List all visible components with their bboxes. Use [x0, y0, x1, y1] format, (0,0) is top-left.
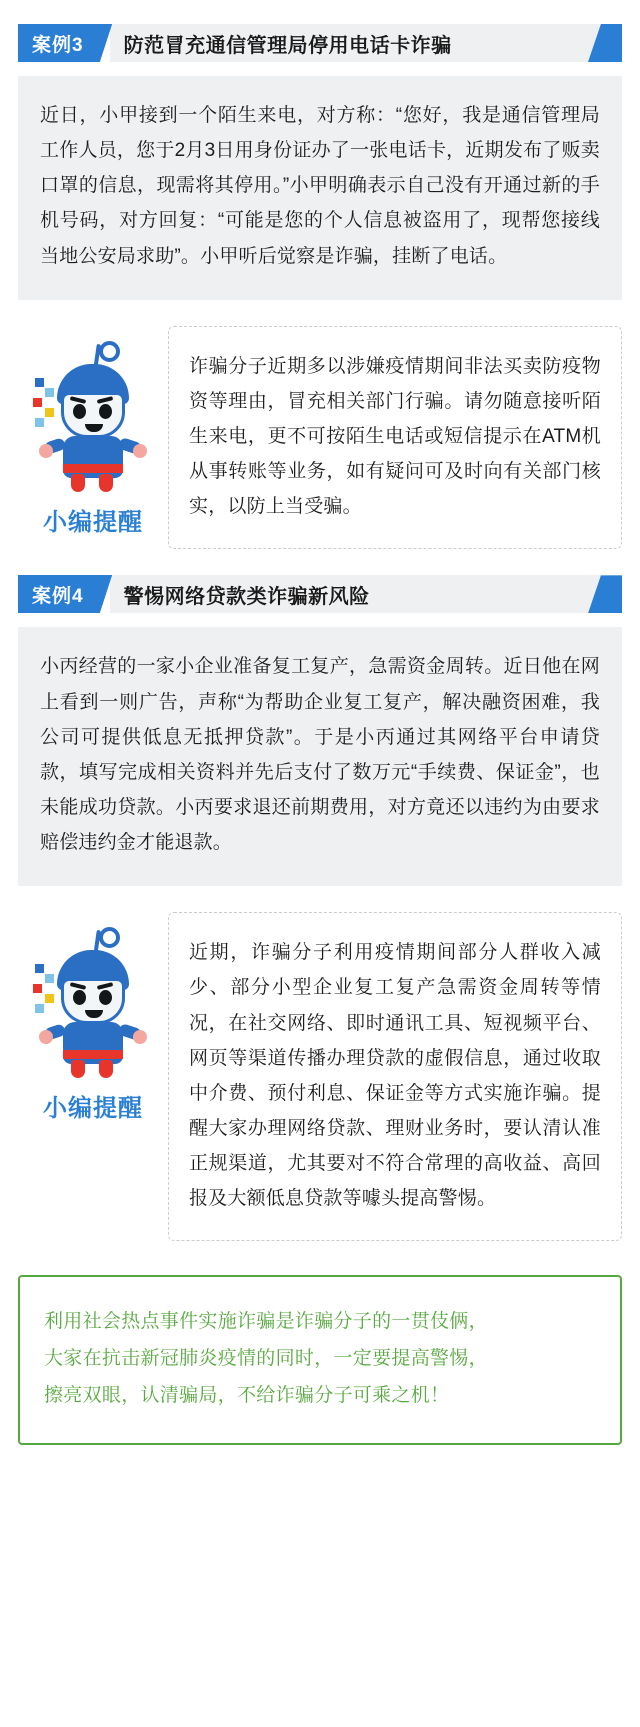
mascot-antenna-ball-icon: [99, 341, 120, 362]
footer-note-line-2: 大家在抗击新冠肺炎疫情的同时，一定要提高警惕，: [44, 1348, 488, 1370]
mascot-hand-icon: [133, 444, 147, 458]
mascot-antenna-ball-icon: [99, 927, 120, 948]
mascot-hand-icon: [39, 1030, 53, 1044]
footer-note-line-1: 利用社会热点事件实施诈骗是诈骗分子的一贯伎俩，: [44, 1311, 488, 1333]
mascot-icon: [33, 344, 153, 494]
footer-note-line-3: 擦亮双眼，认清骗局，不给诈骗分子可乘之机！: [44, 1385, 450, 1407]
mascot-hand-icon: [133, 1030, 147, 1044]
mascot-leg-icon: [71, 474, 85, 492]
tip-block-4: [18, 912, 622, 1241]
case-body-3: 近日，小甲接到一个陌生来电，对方称：“您好，我是通信管理局工作人员，您于2月3日用身份证办了一张电话卡，近期发布了贩卖口罩的信息，现需将其停用。”小甲明确表示自己没有开通过新的手机号码，对方回复：“可能是您的个人信息被盗用了，现帮您接线当地公安局求助”。小甲听后觉察是诈骗，挂断了电话。: [18, 76, 622, 300]
pixel-decor-icon: [45, 994, 54, 1003]
mascot-leg-icon: [99, 1060, 113, 1078]
case-title-edge-4: [588, 575, 622, 613]
tip-block-3: [18, 326, 622, 550]
case-title-3: 防范冒充通信管理局停用电话卡诈骗: [123, 34, 452, 57]
tip-text-4: 近期，诈骗分子利用疫情期间部分人群收入减少、部分小型企业复工复产急需资金周转等情况，在社交网络、即时通讯工具、短视频平台、网页等渠道传播办理贷款的虚假信息，通过收取中介费、预付利息、保证金等方式实施诈骗。提醒大家办理网络贷款、理财业务时，要认清认准正规渠道，尤其要对不符合常理的高收益、高回报及大额低息贷款等噱头提高警惕。: [168, 912, 622, 1241]
mascot-column-4: [18, 912, 168, 1241]
mascot-hand-icon: [39, 444, 53, 458]
mascot-belt-icon: [63, 464, 123, 473]
mascot-eye-icon: [99, 404, 112, 419]
tip-label-3: 小编提醒: [43, 508, 143, 536]
pixel-decor-icon: [35, 1004, 44, 1013]
case-title-wrap-3: [110, 24, 622, 62]
mascot-column-3: [18, 326, 168, 550]
pixel-decor-icon: [45, 388, 54, 397]
case-tag-4: 案例4: [18, 575, 98, 613]
tip-text-3: 诈骗分子近期多以涉嫌疫情期间非法买卖防疫物资等理由，冒充相关部门行骗。请勿随意接听陌生来电，更不可按陌生电话或短信提示在ATM机从事转账等业务，如有疑问可及时向有关部门核实，以防上当受骗。: [168, 326, 622, 550]
case-header-3: [18, 24, 622, 62]
pixel-decor-icon: [33, 984, 42, 993]
mascot-eye-icon: [73, 404, 86, 419]
case-title-wrap-4: [110, 575, 622, 613]
case-header-4: [18, 575, 622, 613]
mascot-leg-icon: [71, 1060, 85, 1078]
mascot-belt-icon: [63, 1050, 123, 1059]
pixel-decor-icon: [35, 378, 44, 387]
case-title-4: 警惕网络贷款类诈骗新风险: [123, 585, 370, 608]
mascot-icon: [33, 930, 153, 1080]
pixel-decor-icon: [45, 974, 54, 983]
case-title-edge-3: [588, 24, 622, 62]
case-tag-3: 案例3: [18, 24, 98, 62]
pixel-decor-icon: [35, 964, 44, 973]
tip-label-4: 小编提醒: [43, 1095, 143, 1123]
pixel-decor-icon: [45, 408, 54, 417]
case-body-4: 小丙经营的一家小企业准备复工复产，急需资金周转。近日他在网上看到一则广告，声称“为帮助企业复工复产，解决融资困难，我公司可提供低息无抵押贷款”。于是小丙通过其网络平台申请贷款，填写完成相关资料并先后支付了数万元“手续费、保证金”，也未能成功贷款。小丙要求退还前期费用，对方竟还以违约为由要求赔偿违约金才能退款。: [18, 627, 622, 886]
pixel-decor-icon: [35, 418, 44, 427]
pixel-decor-icon: [33, 398, 42, 407]
mascot-leg-icon: [99, 474, 113, 492]
footer-note: [18, 1275, 622, 1444]
